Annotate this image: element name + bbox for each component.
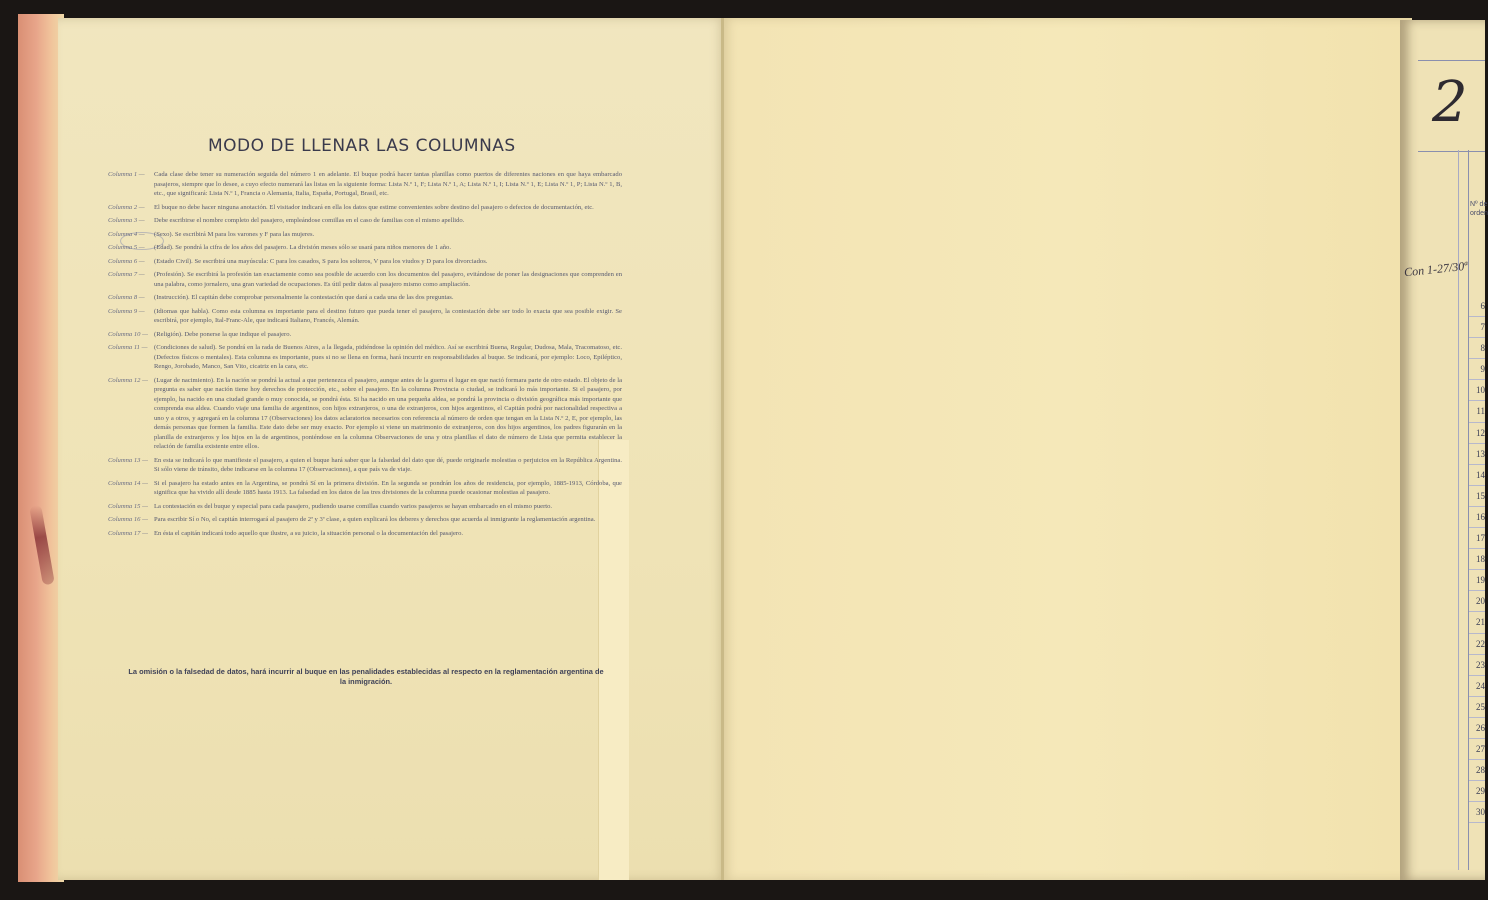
- ledger-row-number: 20: [1469, 591, 1485, 612]
- page-number: 2: [1432, 70, 1468, 135]
- ledger-row-number: 9: [1469, 359, 1485, 380]
- right-page: [722, 18, 1412, 880]
- instruction-column-label: Columna 14 —: [108, 479, 148, 487]
- ledger-row-number: 29: [1469, 781, 1485, 802]
- ledger-row-number: 27: [1469, 739, 1485, 760]
- instruction-item: [108, 243, 622, 253]
- instruction-text: (Estado Civil). Se escribirá una mayúscula: C para los casados, S para los solteros, V para los viudos y D para los divorciados.: [154, 257, 488, 265]
- instruction-item: [108, 216, 622, 226]
- ledger-row-numbers: [1469, 296, 1485, 823]
- instruction-item: [108, 376, 622, 452]
- instruction-text: (Lugar de nacimiento). En la nación se pondrá la actual a que pertenezca el pasajero, aunque antes de la guerra el lugar en que nació formara parte de otro estado. El objeto de la pregunta es saber que nación tiene hoy derechos de protección, etc., sobre el pasajero. En la columna Provincia o ciudad, se indicará lo más importante. Si el pasajero, por ejemplo, ha nacido en una ciudad grande o muy conocida, se pondrá ésta. Si ha nacido en una pequeña aldea, se pondrá la provincia o división geográfica más importante que comprenda esa aldea. Cuando viaje una familia de argentinos, con hijos extranjeros, o una de extranjeros, con hijos argentinos, el Capitán podrá por nacionalidad respectiva a uno y a otros, y agregará en la columna 17 (Observaciones) los datos aclaratorios necesarios con referencia al número de orden que tengan en la Lista N.º 2, E, por ejemplo, las demás personas que formen la familia. Este dato debe ser muy exacto. Por ejemplo si viene un matrimonio de extranjeros, con dos hijos argentinos, los padres figurarán en la planilla de extranjeros y los hijos en la de argentinos, poniéndose en la columna Observaciones de una y otra planillas el dato de número de Lista que permita establecer la relación de familia existente entre ellos.: [154, 376, 622, 450]
- instruction-text: (Profesión). Se escribirá la profesión tan exactamente como sea posible de acuerdo con los documentos del pasajero, evitándose de poner las designaciones que comprenden en una palabra, como jornalero, una gran variedad de ocupaciones. Es útil pedir datos al pasajero mismo como ampliación.: [154, 271, 622, 288]
- instruction-column-label: Columna 6 —: [108, 257, 145, 265]
- ledger-row-number: 15: [1469, 486, 1485, 507]
- footer-note: La omisión o la falsedad de datos, hará incurrir al buque en las penalidades establecidas al respecto en la reglamentación argentina de la inmigración.: [128, 667, 604, 686]
- instruction-text: Cada clase debe tener su numeración seguida del número 1 en adelante. El buque podrá hacer tantas planillas como puertos de diferentes naciones en que haya embarcado pasajeros, siempre que lo desee, a cuyo efecto numerará las listas en la siguiente forma: Lista N.º 1, F; Lista N.º 1, A; Lista N.º 1, I; Lista N.º 1, E; Lista N.º 1, P; Lista N.º 1, B, etc., que significará: Lista N.º 1, Francia o Alemania, Italia, España, Portugal, Brasil, etc.: [154, 171, 622, 197]
- column-instructions: [108, 170, 622, 542]
- instruction-item: [108, 203, 622, 213]
- instruction-text: La contestación es del buque y especial para cada pasajero, pudiendo usarse comillas cuando varios pasajeros se hayan embarcado en el mismo puerto.: [154, 502, 553, 510]
- instruction-item: [108, 293, 622, 303]
- page-title: MODO DE LLENAR LAS COLUMNAS: [208, 136, 516, 156]
- instruction-text: Si el pasajero ha estado antes en la Argentina, se pondrá Sí en la primera división. En la segunda se pondrán los años de residencia, por ejemplo, 1885-1913, Córdoba, que significa que ha vivido allí desde 1885 hasta 1913. La falsedad en los datos de las tres divisiones de la columna puede ocasionar molestias al pasajero.: [154, 479, 622, 496]
- ledger-row-number: 28: [1469, 760, 1485, 781]
- instruction-column-label: Columna 12 —: [108, 376, 148, 384]
- instruction-text: (Instrucción). El capitán debe comprobar personalmente la contestación que dará a cada una de las dos preguntas.: [154, 294, 454, 301]
- instruction-item: [108, 456, 622, 475]
- instruction-text: En esta se indicará lo que manifieste el pasajero, a quien el buque hará saber que la falsedad del dato que dé, puede originarle molestias o perjuicios en la República Argentina. Si sólo viene de tránsito, debe indicarse en la columna 17 (Observaciones), a que país va de viaje.: [154, 456, 622, 473]
- instruction-column-label: Columna 1 —: [108, 171, 145, 178]
- instruction-text: (Sexo). Se escribirá M para los varones y F para las mujeres.: [154, 230, 315, 238]
- ledger-column-header: Nº de orden: [1470, 201, 1488, 217]
- instruction-item: [108, 515, 622, 525]
- instruction-column-label: Columna 17 —: [108, 529, 148, 537]
- ledger-row-number: 23: [1469, 655, 1485, 676]
- instruction-text: En ésta el capitán indicará todo aquello que ilustre, a su juicio, la situación personal o la documentación del pasajero.: [154, 529, 464, 537]
- ledger-row-number: 17: [1469, 528, 1485, 549]
- instruction-item: [108, 170, 622, 199]
- instruction-item: [108, 270, 622, 289]
- instruction-item: [108, 343, 622, 372]
- instruction-item: [108, 307, 622, 326]
- instruction-text: (Idiomas que habla). Como esta columna es importante para el destino futuro que pueda tener el pasajero, la contestación debe ser todo lo exacta que sea posible exigir. Se escribirá, por ejemplo, Ital-Franc-Ale, que indicará Italiano, Francés, Alemán.: [154, 307, 622, 324]
- instruction-column-label: Columna 10 —: [108, 330, 148, 338]
- instruction-text: El buque no debe hacer ninguna anotación. El visitador indicará en ella los datos que estime convenientes sobre destino del pasajero o defectos de documentación, etc.: [154, 203, 594, 211]
- ledger-column-line-secondary: [1458, 150, 1459, 870]
- instruction-item: [108, 330, 622, 340]
- ledger-row-number: 24: [1469, 676, 1485, 697]
- instruction-column-label: Columna 4 —: [108, 230, 145, 238]
- ledger-row-number: 30: [1469, 802, 1485, 823]
- ledger-row-number: 11: [1469, 401, 1485, 422]
- instruction-item: [108, 529, 622, 539]
- instruction-column-label: Columna 15 —: [108, 502, 148, 510]
- instruction-column-label: Columna 3 —: [108, 217, 145, 224]
- book-gutter: [721, 18, 724, 880]
- instruction-item: [108, 479, 622, 498]
- instruction-text: (Edad). Se pondrá la cifra de los años del pasajero. La división meses sólo se usará para niños menores de 1 año.: [154, 244, 451, 251]
- instruction-item: [108, 230, 622, 240]
- ledger-row-number: 18: [1469, 549, 1485, 570]
- instruction-column-label: Columna 13 —: [108, 456, 148, 464]
- ledger-row-number: 21: [1469, 612, 1485, 633]
- ledger-row-number: 12: [1469, 423, 1485, 444]
- handwritten-note: Con 1-27/30ª: [1403, 258, 1469, 280]
- ledger-row-number: 13: [1469, 444, 1485, 465]
- ledger-row-number: 22: [1469, 634, 1485, 655]
- instruction-column-label: Columna 5 —: [108, 244, 145, 251]
- instruction-column-label: Columna 7 —: [108, 271, 145, 278]
- ledger-row-number: 8: [1469, 338, 1485, 359]
- ledger-row-number: 14: [1469, 465, 1485, 486]
- ledger-row-number: 6: [1469, 296, 1485, 317]
- ledger-row-number: 10: [1469, 380, 1485, 401]
- instruction-item: [108, 502, 622, 512]
- instruction-column-label: Columna 9 —: [108, 307, 145, 315]
- ledger-row-number: 25: [1469, 697, 1485, 718]
- instruction-column-label: Columna 16 —: [108, 516, 148, 523]
- ledger-row-number: 7: [1469, 317, 1485, 338]
- ledger-row-number: 26: [1469, 718, 1485, 739]
- instruction-column-label: Columna 2 —: [108, 203, 145, 211]
- instruction-text: (Religión). Debe ponerse la que indique el pasajero.: [154, 330, 292, 338]
- instruction-item: [108, 257, 622, 267]
- instruction-column-label: Columna 11 —: [108, 344, 148, 351]
- instruction-column-label: Columna 8 —: [108, 294, 145, 301]
- instruction-text: (Condiciones de salud). Se pondrá en la rada de Buenos Aires, a la llegada, pidiéndose la opinión del médico. Así se escribirá Buena, Regular, Dudosa, Mala, Tracomatoso, etc. (Defectos físicos o mentales). Esta columna es importante, pues si no se llena en forma, hará incurrir en responsabilidades al buque. Se indicará, por ejemplo: Loco, Epiléptico, Rengo, Jorobado, Manco, San Vito, cicatriz en la cara, etc.: [154, 344, 622, 370]
- ledger-row-number: 19: [1469, 570, 1485, 591]
- instruction-text: Para escribir Sí o No, el capitán interrogará al pasajero de 2ª y 3ª clase, a quien explicará los deberes y derechos que acuerda al inmigrante la reglamentación argentina.: [154, 516, 596, 523]
- ledger-row-number: 16: [1469, 507, 1485, 528]
- instruction-text: Debe escribirse el nombre completo del pasajero, empleándose comillas en el caso de familias con el mismo apellido.: [154, 217, 465, 224]
